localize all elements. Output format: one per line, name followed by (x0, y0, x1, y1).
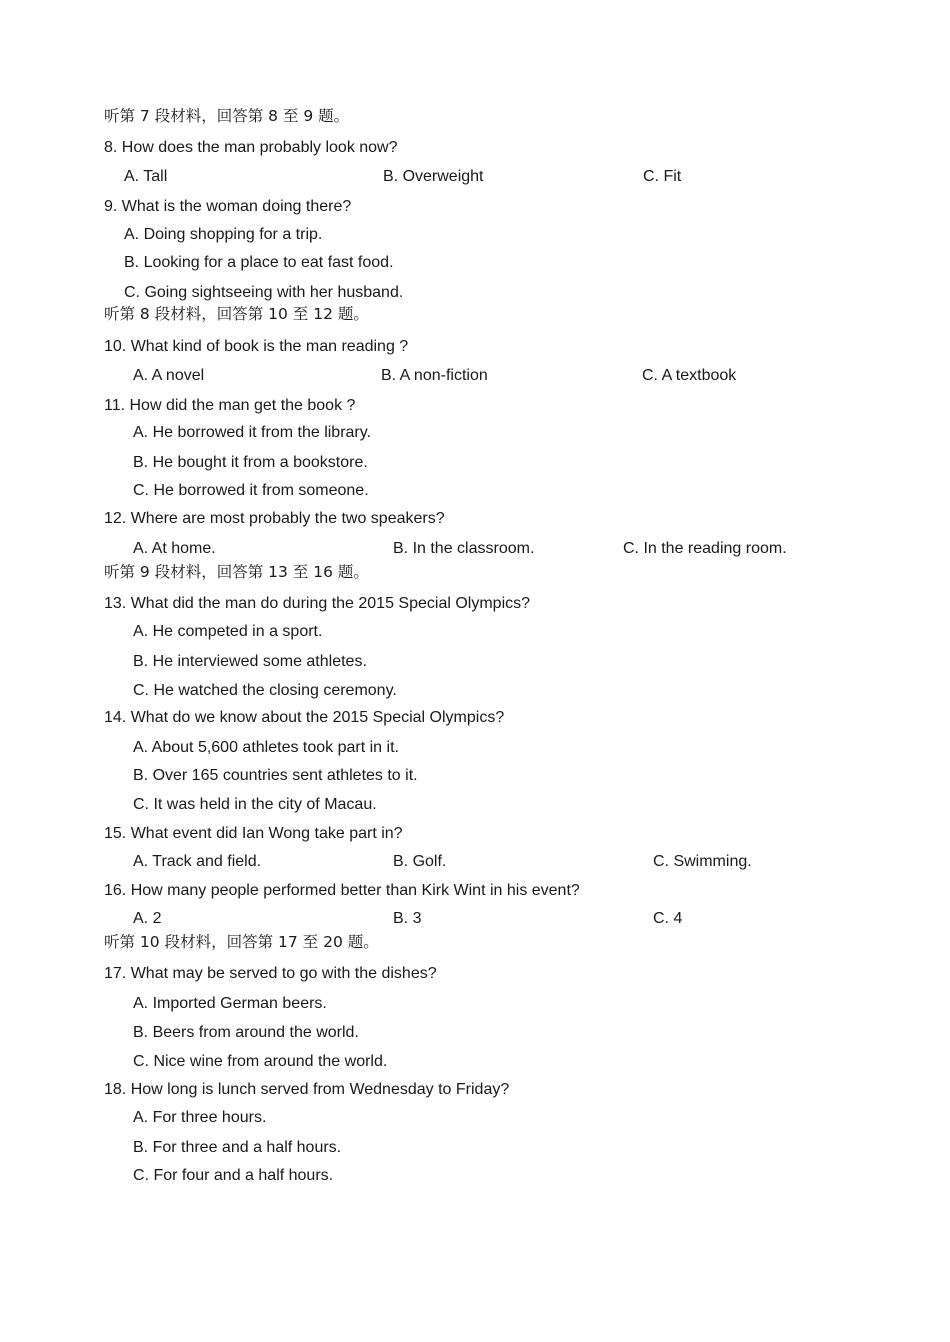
q15-option-c: C. Swimming. (653, 853, 752, 870)
q8-option-b: B. Overweight (383, 168, 484, 185)
section-heading-9: 听第 9 段材料，回答第 13 至 16 题。 (104, 563, 369, 581)
section-heading-10: 听第 10 段材料，回答第 17 至 20 题。 (104, 933, 379, 951)
q13-option-a: A. He competed in a sport. (133, 623, 323, 640)
q8-option-c: C. Fit (643, 168, 682, 185)
q10-option-a: A. A novel (133, 367, 205, 384)
q8-option-a: A. Tall (124, 168, 168, 185)
q13-option-b: B. He interviewed some athletes. (133, 653, 367, 670)
q11-option-a: A. He borrowed it from the library. (133, 424, 372, 441)
q10-option-c: C. A textbook (642, 367, 737, 384)
q18-option-a: A. For three hours. (133, 1109, 267, 1126)
q11-option-b: B. He bought it from a bookstore. (133, 454, 368, 471)
q9-option-c: C. Going sightseeing with her husband. (124, 284, 404, 301)
question-9: 9. What is the woman doing there? (104, 198, 352, 215)
q17-option-b: B. Beers from around the world. (133, 1024, 359, 1041)
question-18: 18. How long is lunch served from Wednesday to Friday? (104, 1081, 510, 1098)
question-8: 8. How does the man probably look now? (104, 139, 398, 156)
q14-option-b: B. Over 165 countries sent athletes to it. (133, 767, 418, 784)
q11-option-c: C. He borrowed it from someone. (133, 482, 369, 499)
q14-option-c: C. It was held in the city of Macau. (133, 796, 377, 813)
q18-option-b: B. For three and a half hours. (133, 1139, 342, 1156)
q14-option-a: A. About 5,600 athletes took part in it. (133, 739, 399, 756)
question-12: 12. Where are most probably the two speakers? (104, 510, 445, 527)
q15-option-a: A. Track and field. (133, 853, 262, 870)
q16-option-c: C. 4 (653, 910, 683, 927)
question-10: 10. What kind of book is the man reading ? (104, 338, 409, 355)
q12-option-b: B. In the classroom. (393, 540, 535, 557)
q10-option-b: B. A non-fiction (381, 367, 488, 384)
q16-option-a: A. 2 (133, 910, 162, 927)
q9-option-a: A. Doing shopping for a trip. (124, 226, 323, 243)
question-16: 16. How many people performed better than Kirk Wint in his event? (104, 882, 580, 899)
q12-option-c: C. In the reading room. (623, 540, 787, 557)
q17-option-a: A. Imported German beers. (133, 995, 327, 1012)
q15-option-b: B. Golf. (393, 853, 447, 870)
q18-option-c: C. For four and a half hours. (133, 1167, 334, 1184)
q12-option-a: A. At home. (133, 540, 216, 557)
question-14: 14. What do we know about the 2015 Special Olympics? (104, 709, 505, 726)
question-11: 11. How did the man get the book ? (104, 397, 356, 414)
section-heading-7: 听第 7 段材料，回答第 8 至 9 题。 (104, 107, 350, 125)
question-13: 13. What did the man do during the 2015 Special Olympics? (104, 595, 531, 612)
q13-option-c: C. He watched the closing ceremony. (133, 682, 397, 699)
q9-option-b: B. Looking for a place to eat fast food. (124, 254, 394, 271)
section-heading-8: 听第 8 段材料，回答第 10 至 12 题。 (104, 305, 369, 323)
question-17: 17. What may be served to go with the dishes? (104, 965, 437, 982)
question-15: 15. What event did Ian Wong take part in? (104, 825, 403, 842)
q17-option-c: C. Nice wine from around the world. (133, 1053, 388, 1070)
q16-option-b: B. 3 (393, 910, 422, 927)
